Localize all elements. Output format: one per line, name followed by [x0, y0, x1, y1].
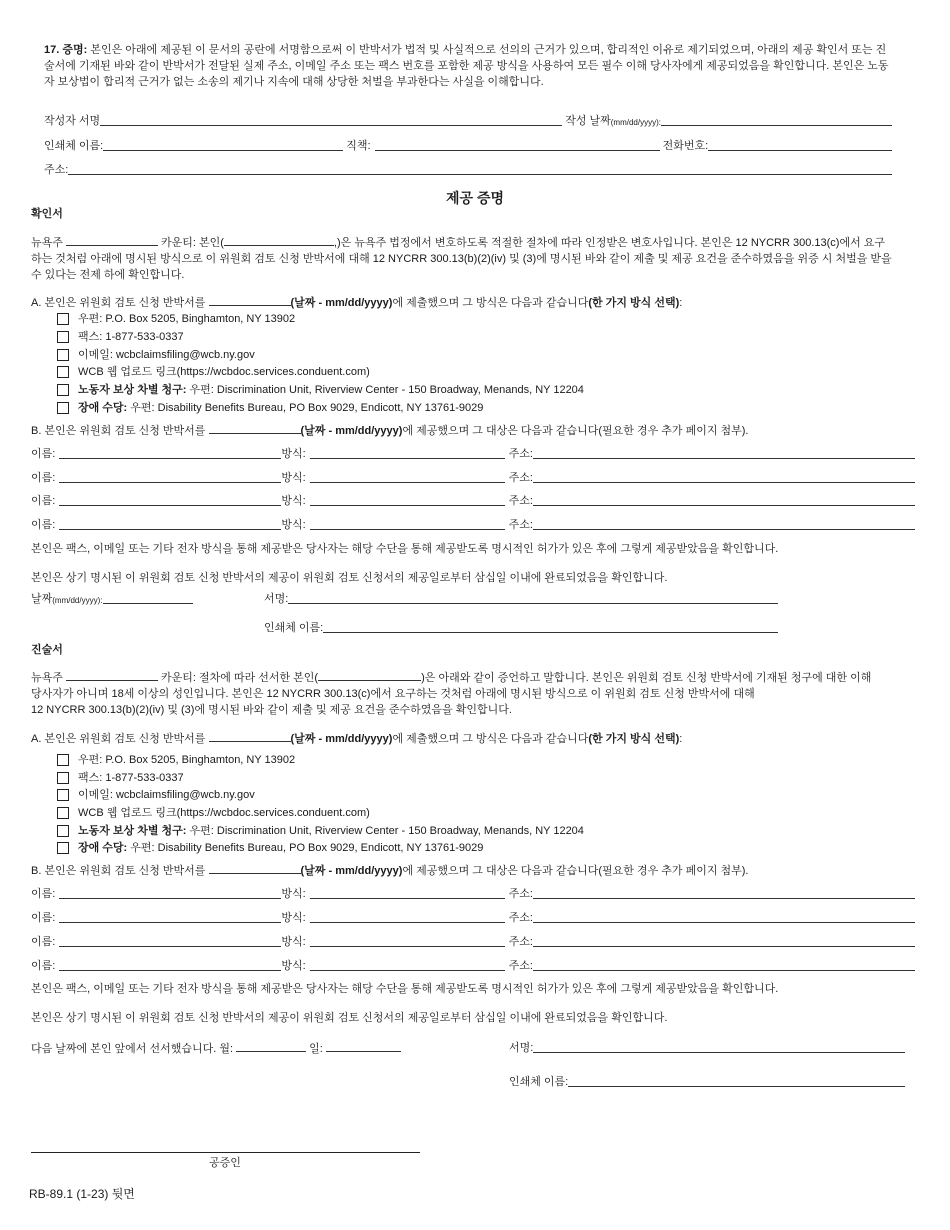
affirmation-recipient-row: 이름: 방식: 주소:	[31, 447, 915, 461]
section-17-text: 본인은 아래에 제공된 이 문서의 공란에 서명함으로써 이 반박서가 법적 및 사실적으로 선의의 근거가 있으며, 합리적인 이유로 제기되었으며, 아래의 제공 확인서 또는 진술서에 기재된 바와 같이 반박서가 전달된 실제 주소, 이메일 주소 또는 팩스 번호를 포함한 제공 방식을 사용하여 모든 필수 이해 당사자에게 제공되었음을 확인합니다. 본인은 노동자 보상법이 합리적 근거가 없는 소송의 제기나 지속에 대해 상당한 처벌을 부과한다는 사실을 이해합니다.	[44, 44, 889, 88]
title-label: 직책:	[346, 140, 371, 152]
affirmation-option-mail[interactable]: 우편: P.O. Box 5205, Binghamton, NY 13902	[57, 312, 295, 326]
affirmation-option-fax[interactable]: 팩스: 1-877-533-0337	[57, 330, 184, 344]
affidavit-option-mail[interactable]: 우편: P.O. Box 5205, Binghamton, NY 13902	[57, 753, 295, 767]
affirmation-date-row: 날짜 (mm/dd/yyyy):	[31, 592, 193, 606]
affidavit-intro: 뉴욕주 카운티: 절차에 따라 선서한 본인( )은 아래와 같이 증언하고 말합니다. 본인은 위원회 검토 신청 반박서에 기재된 청구에 대한 이해 당사자가 아니며 18세 이상의 성인입니다. 본인은 12 NYCRR 300.13(c)에서 요구하는 것처럼 아래에 명시된 방식으로 이 위원회 검토 신청 반박서에 대해 12 NYCRR 300.13(b)(2)(iv) 및 (3)에 명시된 바와 같이 제출 및 제공 요건을 준수하였음을 확인합니다.	[31, 672, 872, 716]
affirmation-part-a: A. 본인은 위원회 검토 신청 반박서를 (날짜 - mm/dd/yyyy)에 제출했으며 그 방식은 다음과 같습니다(한 가지 방식 선택):	[31, 297, 683, 309]
choose-one-hint: (한 가지 방식 선택)	[588, 297, 680, 309]
affidavit-state-field[interactable]	[66, 670, 158, 681]
recipient-address-field[interactable]	[533, 495, 915, 506]
affidavit-option-discrimination[interactable]: 노동자 보상 차별 청구: 우편: Discrimination Unit, Riverview Center - 150 Broadway, Menands, NY 12204	[57, 824, 584, 838]
checkbox[interactable]	[57, 402, 69, 414]
affirmation-option-email[interactable]: 이메일: wcbclaimsfiling@wcb.ny.gov	[57, 348, 255, 362]
recipient-name-field[interactable]	[59, 495, 281, 506]
affidavit-recipient-row: 이름: 방식: 주소:	[31, 935, 915, 949]
state-label: 뉴욕주	[31, 237, 63, 249]
section-17-certification	[44, 42, 896, 90]
section-17-label: 17. 증명:	[44, 44, 88, 56]
affirmation-signature-field[interactable]	[288, 593, 778, 604]
recipient-address-field[interactable]	[533, 448, 915, 459]
affirmation-state-field[interactable]	[66, 235, 158, 246]
affidavit-filing-date-field[interactable]	[209, 731, 291, 742]
recipient-address-field[interactable]	[533, 888, 915, 899]
recipient-address-field[interactable]	[533, 936, 915, 947]
affirmation-intro	[31, 235, 893, 283]
affidavit-heading: 진술서	[31, 644, 63, 656]
affirmation-option-discrimination[interactable]: 노동자 보상 차별 청구: 우편: Discrimination Unit, Riverview Center - 150 Broadway, Menands, NY 12204	[57, 383, 584, 397]
recipient-name-field[interactable]	[59, 888, 281, 899]
affirmation-name-field[interactable]	[224, 235, 334, 246]
preparer-signature-row	[44, 114, 892, 128]
part-a-prefix: A. 본인은 위원회 검토 신청 반박서를	[31, 297, 206, 309]
notary-signature-line[interactable]	[31, 1152, 420, 1153]
checkbox[interactable]	[57, 807, 69, 819]
recipient-method-field[interactable]	[310, 888, 505, 899]
phone-field[interactable]	[708, 140, 892, 151]
affidavit-option-email[interactable]: 이메일: wcbclaimsfiling@wcb.ny.gov	[57, 788, 255, 802]
preparer-date-field[interactable]	[661, 115, 892, 126]
affirmation-signature-row: 서명:	[264, 592, 778, 606]
affidavit-signature-row: 서명:	[509, 1041, 905, 1055]
affirmation-recipient-row: 이름: 방식: 주소:	[31, 518, 915, 532]
address-row	[44, 163, 892, 177]
recipient-method-field[interactable]	[310, 936, 505, 947]
affirmation-printed-name-field[interactable]	[323, 622, 778, 633]
checkbox[interactable]	[57, 772, 69, 784]
address-field[interactable]	[68, 164, 892, 175]
recipient-name-field[interactable]	[59, 472, 281, 483]
recipient-address-field[interactable]	[533, 519, 915, 530]
recipient-method-field[interactable]	[310, 448, 505, 459]
affidavit-option-fax[interactable]: 팩스: 1-877-533-0337	[57, 771, 184, 785]
affirmation-intro-text: ,)은 뉴욕주 법정에서 변호하도록 적절한 절차에 따라 인정받은 변호사입니다. 본인은 12 NYCRR 300.13(c)에서 요구하는 것처럼 아래에 명시된 방식으로 이 위원회 검토 신청 반박서에 대해 12 NYCRR 300.13(b)(2)(iv) 및 (3)에 명시된 바와 같이 제출 및 제공 요건을 준수하였음을 위증 시 처벌을 받을 수 있다는 전제 하에 확인합니다.	[31, 237, 892, 281]
checkbox[interactable]	[57, 366, 69, 378]
recipient-name-field[interactable]	[59, 519, 281, 530]
checkbox[interactable]	[57, 825, 69, 837]
proof-of-service-title: 제공 증명	[446, 190, 504, 206]
affirmation-heading: 확인서	[31, 208, 63, 220]
affirmation-filing-date-field[interactable]	[209, 295, 291, 306]
recipient-address-field[interactable]	[533, 912, 915, 923]
preparer-date-format: (mm/dd/yyyy):	[610, 117, 661, 127]
affidavit-signature-field[interactable]	[533, 1042, 905, 1053]
recipient-method-field[interactable]	[310, 912, 505, 923]
title-field[interactable]	[375, 140, 660, 151]
recipient-method-field[interactable]	[310, 519, 505, 530]
printed-name-label: 인쇄체 이름:	[44, 140, 104, 152]
affidavit-printed-name-field[interactable]	[568, 1076, 905, 1087]
phone-label: 전화번호:	[662, 140, 709, 152]
recipient-name-field[interactable]	[59, 448, 281, 459]
sworn-day-field[interactable]	[326, 1041, 401, 1052]
part-a-middle: 에 제출했으며 그 방식은 다음과 같습니다	[392, 297, 589, 309]
sworn-month-field[interactable]	[236, 1041, 306, 1052]
recipient-method-field[interactable]	[310, 472, 505, 483]
recipient-method-field[interactable]	[310, 495, 505, 506]
form-id: RB-89.1 (1-23) 뒷면	[29, 1187, 135, 1201]
affirmation-option-disability[interactable]: 장애 수당: 우편: Disability Benefits Bureau, PO Box 9029, Endicott, NY 13761-9029	[57, 401, 483, 415]
affidavit-recipient-row: 이름: 방식: 주소:	[31, 911, 915, 925]
affidavit-thirty-days: 본인은 상기 명시된 이 위원회 검토 신청 반박서의 제공이 위원회 검토 신청서의 제공일로부터 삼십일 이내에 완료되었음을 확인합니다.	[31, 1012, 668, 1024]
recipient-address-field[interactable]	[533, 472, 915, 483]
checkbox[interactable]	[57, 349, 69, 361]
affirmation-service-date-field[interactable]	[209, 423, 301, 434]
affidavit-part-a: A. 본인은 위원회 검토 신청 반박서를 (날짜 - mm/dd/yyyy)에 제출했으며 그 방식은 다음과 같습니다(한 가지 방식 선택):	[31, 733, 683, 745]
recipient-method-field[interactable]	[310, 960, 505, 971]
affirmation-printed-name-row: 인쇄체 이름:	[264, 621, 778, 635]
affidavit-option-web-upload[interactable]: WCB 웹 업로드 링크(https://wcbdoc.services.conduent.com)	[57, 806, 370, 820]
preparer-signature-label: 작성자 서명	[44, 115, 101, 127]
county-label: 카운티: 본인(	[161, 237, 224, 249]
affirmation-recipient-row: 이름: 방식: 주소:	[31, 494, 915, 508]
recipient-name-field[interactable]	[59, 912, 281, 923]
affidavit-name-field[interactable]	[318, 670, 421, 681]
affirmation-date-field[interactable]	[103, 593, 194, 604]
checkbox[interactable]	[57, 842, 69, 854]
checkbox[interactable]	[57, 384, 69, 396]
printed-name-field[interactable]	[103, 140, 343, 151]
notary-label: 공증인	[209, 1157, 241, 1169]
affirmation-thirty-days: 본인은 상기 명시된 이 위원회 검토 신청 반박서의 제공이 위원회 검토 신청서의 제공일로부터 삼십일 이내에 완료되었음을 확인합니다.	[31, 572, 668, 584]
recipient-name-field[interactable]	[59, 936, 281, 947]
affidavit-electronic-consent: 본인은 팩스, 이메일 또는 기타 전자 방식을 통해 제공받은 당사자는 해당 수단을 통해 제공받도록 명시적인 허가가 있은 후에 그렇게 제공받았음을 확인합니다.	[31, 983, 779, 995]
checkbox[interactable]	[57, 331, 69, 343]
affidavit-printed-name-row: 인쇄체 이름:	[509, 1075, 905, 1089]
affidavit-service-date-field[interactable]	[209, 863, 301, 874]
affidavit-recipient-row: 이름: 방식: 주소:	[31, 887, 915, 901]
preparer-date-label: 작성 날짜	[565, 115, 611, 127]
date-hint: (날짜 - mm/dd/yyyy)	[290, 297, 393, 309]
affirmation-recipient-row: 이름: 방식: 주소:	[31, 471, 915, 485]
affidavit-recipient-row: 이름: 방식: 주소:	[31, 959, 915, 973]
sworn-date-row: 다음 날짜에 본인 앞에서 선서했습니다. 월: 일:	[31, 1041, 401, 1056]
recipient-name-field[interactable]	[59, 960, 281, 971]
affidavit-part-b: B. 본인은 위원회 검토 신청 반박서를 (날짜 - mm/dd/yyyy)에 제공했으며 그 대상은 다음과 같습니다(필요한 경우 추가 페이지 첨부).	[31, 865, 749, 877]
checkbox[interactable]	[57, 789, 69, 801]
preparer-signature-field[interactable]	[100, 115, 562, 126]
affirmation-electronic-consent: 본인은 팩스, 이메일 또는 기타 전자 방식을 통해 제공받은 당사자는 해당 수단을 통해 제공받도록 명시적인 허가가 있은 후에 그렇게 제공받았음을 확인합니다.	[31, 543, 779, 555]
affirmation-option-web-upload[interactable]: WCB 웹 업로드 링크(https://wcbdoc.services.conduent.com)	[57, 365, 370, 379]
address-label: 주소:	[44, 164, 69, 176]
checkbox[interactable]	[57, 313, 69, 325]
affirmation-part-b: B. 본인은 위원회 검토 신청 반박서를 (날짜 - mm/dd/yyyy)에 제공했으며 그 대상은 다음과 같습니다(필요한 경우 추가 페이지 첨부).	[31, 425, 749, 437]
checkbox[interactable]	[57, 754, 69, 766]
recipient-address-field[interactable]	[533, 960, 915, 971]
printed-name-row	[44, 139, 892, 153]
affidavit-option-disability[interactable]: 장애 수당: 우편: Disability Benefits Bureau, PO Box 9029, Endicott, NY 13761-9029	[57, 841, 483, 855]
